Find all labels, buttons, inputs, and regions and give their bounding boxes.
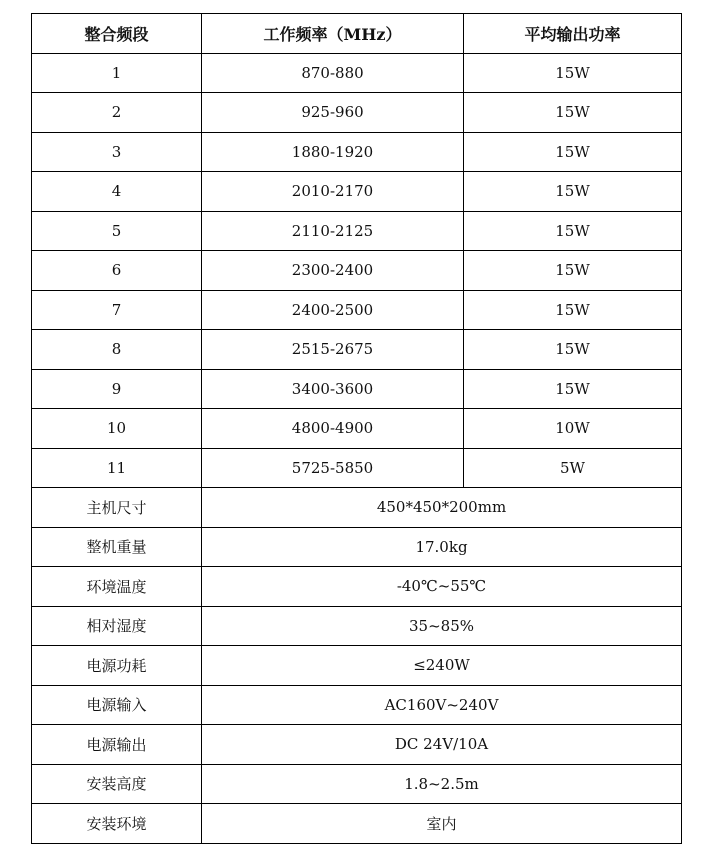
band-row: [32, 172, 682, 212]
band-freq-cell: 4800-4900: [202, 409, 464, 449]
header-power: 平均输出功率: [464, 14, 682, 54]
band-row: [32, 251, 682, 291]
spec-value-cell: 1.8~2.5m: [202, 764, 682, 804]
spec-row: [32, 725, 682, 765]
band-freq-cell: 2010-2170: [202, 172, 464, 212]
band-row: [32, 93, 682, 133]
band-row: [32, 330, 682, 370]
spec-value-cell: 17.0kg: [202, 527, 682, 567]
band-row: [32, 53, 682, 93]
band-band-cell: 1: [32, 53, 202, 93]
spec-label-cell: 相对湿度: [32, 606, 202, 646]
spec-label-cell: 主机尺寸: [32, 488, 202, 528]
header-row: [32, 14, 682, 54]
band-power-cell: 10W: [464, 409, 682, 449]
header-frequency: 工作频率（MHz）: [202, 14, 464, 54]
band-row: [32, 409, 682, 449]
spec-value-cell: 室内: [202, 804, 682, 844]
spec-value-cell: 450*450*200mm: [202, 488, 682, 528]
spec-row: [32, 764, 682, 804]
spec-value-cell: 35~85%: [202, 606, 682, 646]
spec-table: [31, 13, 682, 844]
band-band-cell: 7: [32, 290, 202, 330]
spec-label-cell: 整机重量: [32, 527, 202, 567]
band-freq-cell: 1880-1920: [202, 132, 464, 172]
band-row: [32, 448, 682, 488]
band-band-cell: 8: [32, 330, 202, 370]
band-band-cell: 4: [32, 172, 202, 212]
band-band-cell: 2: [32, 93, 202, 133]
band-power-cell: 15W: [464, 132, 682, 172]
band-row: [32, 290, 682, 330]
band-power-cell: 15W: [464, 251, 682, 291]
band-band-cell: 3: [32, 132, 202, 172]
band-band-cell: 9: [32, 369, 202, 409]
spec-row: [32, 567, 682, 607]
band-row: [32, 132, 682, 172]
band-row: [32, 211, 682, 251]
spec-label-cell: 电源功耗: [32, 646, 202, 686]
band-band-cell: 5: [32, 211, 202, 251]
band-freq-cell: 2400-2500: [202, 290, 464, 330]
spec-row: [32, 804, 682, 844]
spec-row: [32, 488, 682, 528]
spec-label-cell: 电源输出: [32, 725, 202, 765]
band-power-cell: 15W: [464, 330, 682, 370]
spec-row: [32, 685, 682, 725]
band-freq-cell: 2515-2675: [202, 330, 464, 370]
spec-row: [32, 646, 682, 686]
band-band-cell: 11: [32, 448, 202, 488]
band-power-cell: 15W: [464, 53, 682, 93]
band-freq-cell: 2110-2125: [202, 211, 464, 251]
band-row: [32, 369, 682, 409]
spec-label-cell: 电源输入: [32, 685, 202, 725]
band-freq-cell: 3400-3600: [202, 369, 464, 409]
band-band-cell: 10: [32, 409, 202, 449]
band-power-cell: 15W: [464, 172, 682, 212]
band-freq-cell: 870-880: [202, 53, 464, 93]
band-power-cell: 15W: [464, 290, 682, 330]
spec-label-cell: 安装环境: [32, 804, 202, 844]
band-freq-cell: 5725-5850: [202, 448, 464, 488]
header-band: 整合频段: [32, 14, 202, 54]
band-power-cell: 15W: [464, 211, 682, 251]
spec-row: [32, 527, 682, 567]
band-band-cell: 6: [32, 251, 202, 291]
band-power-cell: 15W: [464, 369, 682, 409]
band-power-cell: 5W: [464, 448, 682, 488]
band-freq-cell: 925-960: [202, 93, 464, 133]
spec-value-cell: AC160V~240V: [202, 685, 682, 725]
band-power-cell: 15W: [464, 93, 682, 133]
spec-label-cell: 安装高度: [32, 764, 202, 804]
spec-row: [32, 606, 682, 646]
band-freq-cell: 2300-2400: [202, 251, 464, 291]
spec-value-cell: -40℃~55℃: [202, 567, 682, 607]
spec-label-cell: 环境温度: [32, 567, 202, 607]
spec-value-cell: DC 24V/10A: [202, 725, 682, 765]
spec-value-cell: ≤240W: [202, 646, 682, 686]
